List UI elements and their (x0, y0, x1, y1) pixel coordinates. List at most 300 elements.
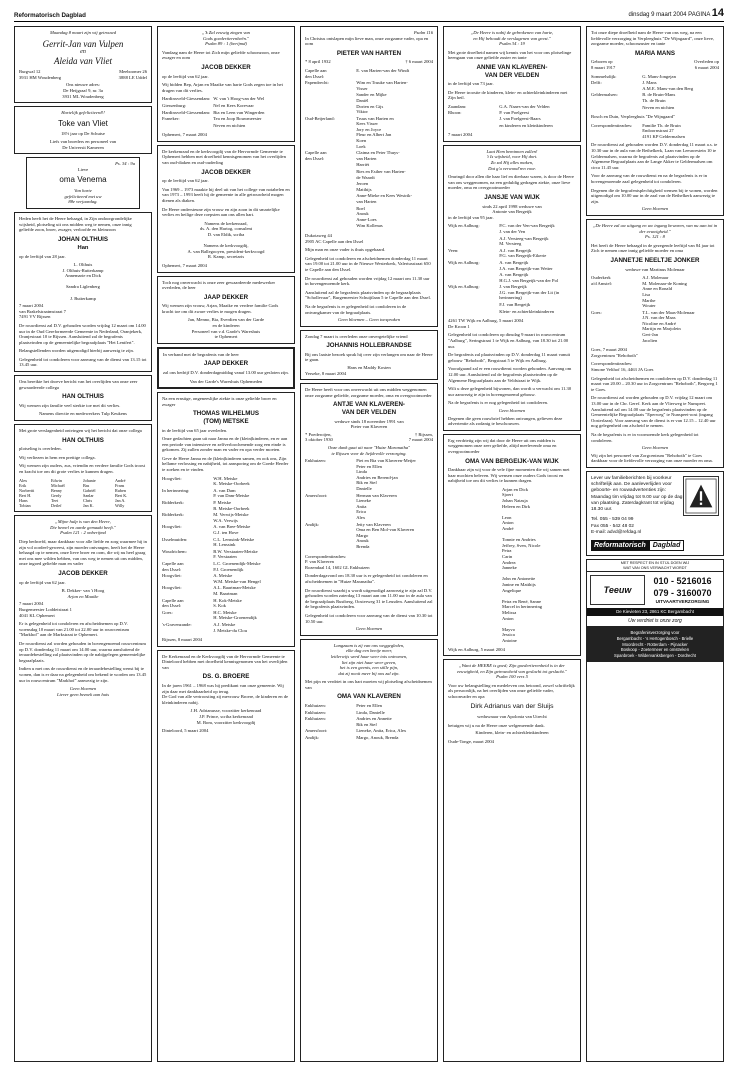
person-name: Gerrit-Jan van Vulpen (42, 38, 124, 49)
family-row (162, 96, 290, 102)
family-row (162, 610, 290, 621)
ad-text: Van harte gefeliciteerd met uw 88e verjaardag. (64, 188, 102, 205)
colleague-name: Benny (51, 487, 62, 493)
family-names: H.C. Metske H. Metske-Groenendijk (213, 609, 257, 621)
contact-info: Tel. 055 - 539 04 99 Fax 055 - 542 48 02 E-mail: advd@refdag.nl (591, 517, 642, 535)
family-row (305, 116, 433, 150)
date-place: Ophemert, 7 maart 2004 (162, 132, 207, 138)
family-place (305, 92, 356, 114)
family-names: Klein- en achterkleinkinderen (499, 308, 555, 314)
family-row (162, 103, 290, 109)
ad-text: Dankbaar zijn wij voor de vele fijne momenten die wij samen met haar mochten beleven. Wij wensen onze ouders Gods troost en nabijheid toe om dit verlies te kunnen dragen. (448, 467, 570, 484)
ad-text: Wij wensen zijn familie veel sterkte toe met dit verlies. (19, 402, 121, 408)
family-row (305, 728, 433, 734)
family-list (591, 275, 719, 343)
colleague-name: Jan A. (115, 498, 126, 504)
ad-header: MET RESPECT EN IN STIJL DOEN WIJ WAT VAN ONS VERWACHT WORDT (587, 560, 723, 572)
family-place (305, 169, 356, 180)
family-row (162, 573, 290, 584)
obituary-jansje-van-wijk (443, 145, 581, 431)
family-names: C.L. Lenssink-Metske H. Lenssink (213, 536, 255, 548)
ad-text: Gelegenheid tot condoleren voor aanvang van de dienst van 13.15 tot 13.45 uur. (19, 356, 147, 368)
ad-text: Tot onze diepe droefheid nam de Heere van ons weg, na een liefdevolle verzorging in Verpleeghuis "De Wijngaard", onze lieve, zorgzame moeder, schoonzuster en tante (591, 30, 715, 47)
family-place: Amersfoort: (305, 492, 328, 498)
person-name: Aleida van Vliet (54, 55, 112, 66)
new-address: Ons nieuwe adres: De Heijgraaf 9, nr. 3a 3931 ML Woudenberg (62, 82, 104, 99)
family-row (305, 703, 433, 709)
family-names: T.L. van der Maas-Molenaar J.N. van der Maas Nicoline en André Martijn en Marjolein Gert-Jan Jacolien (642, 309, 695, 343)
column-4 (443, 26, 581, 1062)
phone-number: 010 - 5216016 (653, 576, 712, 587)
family-place: Wijk en Aalburg: (448, 284, 480, 290)
friend-notice-hollebrandse (300, 330, 438, 381)
family-row (448, 236, 576, 247)
nickname: Han (77, 245, 89, 252)
family-names: Tea en Joop Bouwmeester (213, 116, 262, 122)
family-names: Herman van Klaveren Lieneke Anita Erica Alex (356, 492, 397, 521)
scripture-quote: „Want de HEERE is goed; Zijn goedertierenheid is in der eeuwigheid, en Zijn getrouwheid van geslacht tot geslacht." Psalm 100 vers 5 (457, 663, 567, 680)
family-row (305, 92, 433, 114)
family-place (448, 236, 499, 247)
colleague-name: Frans (115, 482, 125, 488)
age-text: op de leeftijd van 62 jaar. (162, 73, 209, 79)
colleague-name: Hans (19, 498, 28, 504)
poem: Langzaam is zij van ons weggegleden, elke dag een beetje meer, lettlerwijs werd haar weer tots ontvomen, liet zijn niet haar weer geven, het is een geenis, een stille pijn, dat zij nooit meer bij ons zal zijn. (330, 642, 408, 676)
date-place: Dinteloord, 5 maart 2004 (162, 728, 209, 734)
deceased-name: JANSJE VAN WIJK (484, 194, 540, 201)
date-place: Goes, 7 maart 2004 Zorgcentrum "Rehoboth" (591, 347, 638, 358)
ad-text: De begrafenis zal plaatsvinden op D.V. donderdag 11 maart vanuit gebouw "Rehoboth", Bergstraat 5 te Wijk en Aalburg. (448, 352, 571, 363)
colleague-name: Gerdy (51, 492, 62, 498)
ad-text: Na de begrafenis is er nog gelegenheid tot condoleren. (448, 400, 549, 406)
family-names: A.J. Versteeg-van Bergeijk M. Versteeg (499, 235, 549, 247)
family-row (448, 272, 576, 283)
ad-signature: Namens de kerkenraad, ds. A. den Hartog, consulent D. van Eldik, scriba Namens de kerkvoogdij, A. van Ballegooyen, president-kerkvoogd R. Kamp, secretaris (187, 220, 265, 260)
address-right: Meeboomer 26 3888 LE Uddel (118, 69, 147, 80)
obituary-jacob-dekker-inlaws (157, 26, 295, 142)
family-row (448, 248, 576, 259)
page-label: PAGINA (688, 11, 711, 18)
family-row (305, 68, 433, 79)
family-place: Ridderkerk: (162, 500, 184, 506)
family-names: P.C. van der Ven-van Bergeijk J. van der Ven (499, 223, 555, 234)
thanks-text: Wij zijn het personeel van Zorgcentrum "Rehoboth" te Goes dankbaar voor de liefdevolle verzorging van onze moeder en oma. (591, 452, 713, 464)
ad-text: Bij ons laatste bezoek sprak hij over zijn verlangen om naar de Heere te gaan. (305, 351, 433, 363)
grandchildren-notice-bergeijk (443, 434, 581, 656)
family-list (448, 223, 576, 314)
family-names: Wim en Truuke van Harten- Visser (356, 80, 408, 91)
family-row (305, 735, 433, 741)
family-names: Linda, Danielle (356, 709, 385, 715)
ad-text: Gelegenheid tot condoleren op dinsdag 9 maart in rouwcentrum "Aalburg", Seringstraat 1 te Wijk en Aalburg, van 18.30 tot 21.00 uur. (448, 332, 569, 349)
deceased-name: JOHANNIS HOLLEBRANDSE (326, 342, 412, 350)
family-place (591, 105, 642, 111)
family-list (162, 96, 290, 128)
thank-you-ad (443, 659, 581, 1062)
colleague-name: Norbertti (19, 487, 35, 493)
family-place: Capelle aan den IJssel: (162, 560, 184, 572)
family-row (162, 110, 290, 116)
family-place: Wijk en Aalburg: (448, 223, 480, 229)
family-names: P. Metske B. Metske-Oorbeek (213, 500, 250, 511)
family-names: Bia en Leen van Wingerden (213, 109, 265, 115)
family-names: W.H. Metske K. Metske-Oorbeek (213, 475, 250, 487)
family-names: A. van Bergeijk H.G.J. van Bergeijk-van der Pol (499, 272, 559, 283)
address: Dukotaweg 44 2905 AC Capelle aan den IJssel (305, 232, 364, 244)
family-names: B. de Bruin-Mans Th. de Bruin (642, 92, 676, 103)
deceased-name: OMA VAN KLAVEREN (337, 693, 401, 701)
ad-text: In verband met de begrafenis van de heer (163, 351, 239, 357)
family-names: J. Mans A.M.E. Mans-van den Berg (642, 80, 694, 91)
age-text: in de leeftijd van 95 jaar. (448, 214, 494, 220)
ad-signature: Namens directie en medewerkers Tulp Keukens (39, 411, 127, 417)
family-row (448, 104, 576, 110)
family-place (305, 193, 356, 204)
date-place: Wijk en Aalburg, 5 maart 2004 (448, 646, 505, 652)
ad-signature: Hans en Maddy Kosten (347, 365, 391, 371)
family-names: Ries en Esther van Harten- de Waardt (356, 169, 406, 180)
ad-signature: Geen bloemen Liever geen bezoek aan huis (56, 686, 110, 697)
family-names: Sander en Mijke Daniël Dorien en Gijs Viktor (356, 92, 387, 115)
family-list: Arjan en Dick Sjoert Johan Natasja Heleen en Dirk Leon Anton André Tonnie en Andries Jeffrey, Sven, Nicole Petra Carin Andrea Janneke John en Antonette Janine en Matthijs Angelique Petra en René, Sanne Marcel in herinnering Melissa Anton Mayvo Jessica Antoine (502, 486, 543, 643)
correspondence-address: Correspondentieadres: P. van Klaveren Rozendaal 14, 1602 GL Enkhuizen (305, 553, 370, 570)
ad-text: Erg verdrietig zijn wij dat door de Heere uit ons midden is weggenomen onze zeer geliefde, altijd meelevende oma en overgrootmoeder (448, 437, 557, 454)
ad-text: Gelegenheid tot condoleren voor aanvang van de dienst van 10.30 tot 10.50 uur. (305, 612, 433, 624)
deceased-name: JANNETJE NEELTJE JONKER (610, 256, 700, 264)
family-row (591, 310, 719, 344)
ad-text: Heden heeft het de Heere behaagd, in Zijn ondoorgrondelijke wijsheid, plotseling uit ons midden weg te nemen, onze innig geliefde zoon, broer, zwager, verloofde en kleinzoon (19, 215, 132, 233)
date-place: Rijssen, 8 maart 2004 (162, 637, 203, 643)
family-row (162, 524, 290, 535)
ad-text: De rouwdienst zal gehouden worden vrijdag 12 maart om 11.30 uur in bovengenoemde kerk. (305, 275, 430, 287)
family-place: Enkhuizen: (305, 709, 326, 715)
warning-icon (683, 476, 719, 516)
ad-text: Toch nog onverwacht is onze zeer gewaardeerde medewerker overleden, de heer (162, 279, 276, 291)
deceased-name: JACOB DEKKER (201, 63, 251, 71)
age-text: in de leeftijd van 73 jaar. (448, 81, 494, 87)
slogan: Uw verdriet is onze zorg (587, 616, 723, 627)
family-row (162, 561, 290, 572)
colleague-name: Jan K. (83, 503, 94, 509)
family-row (162, 585, 290, 596)
family-place: Wijk en Aalburg: (448, 259, 480, 265)
family-row (305, 181, 433, 192)
family-row (448, 284, 576, 301)
address: Bosch en Duin, Verpleeghuis "De Wijngaard" (591, 114, 676, 120)
family-list (305, 458, 433, 550)
scripture-quote: „Mijne hulp is van den Heere, Die hemel en aarde gemaakt heeft." Psalm 121 : 2 onberijmd (50, 519, 116, 536)
colleague-name: Ruben (115, 487, 126, 493)
family-names: Jetty van Klaveren Oma en Ben Mol-van Klaveren Margo Anouk Brenda (356, 521, 415, 549)
colleague-name: Edwin (51, 477, 62, 483)
obituary-antje-van-klaveren (300, 383, 438, 636)
ad-text: Na een ernstige, ongeneeslijke ziekte is onze geliefde broer en zwager (162, 396, 277, 407)
family-list (162, 476, 290, 633)
family-names: A. Metske W.M. Metske-van Hengel (213, 573, 261, 584)
colleague-name: Michaël (51, 482, 65, 488)
deceased-name: ANNIE VAN KLAVEREN- VAN DER VELDEN (476, 63, 548, 79)
family-names: Margo, Anouk, Brenda (356, 735, 399, 740)
family-names: en kinderen en kleinkinderen (499, 122, 553, 128)
ad-header: Hartelijk gefeliciteerd!! (61, 110, 105, 116)
family-names: Lieneke, Anita, Erica, Alex (356, 728, 407, 734)
colleague-name: Tobian (19, 503, 31, 509)
family-place: IJsselmuiden: (162, 536, 188, 542)
ad-signature: J.H. Adrianusse, voorzitter kerkenraad J.P. Prince, scriba kerkenraad M. Bom, voorzitter kerkvoogdij (190, 708, 262, 725)
ad-text: Degenen die geen rouwbrief hebben ontvangen, gelieven deze advertentie als zodanig te beschouwen. (448, 415, 563, 427)
family-names: A. van Dam P. van Dam-Metske (213, 487, 250, 499)
ad-text: Diep bedroefd, maar dankbaar voor alle liefde en zorg waarmee hij in zijn vol oordeel-geweest, zijn moeder ontvangen, heeft het de Heere behaagd op te nemen, onze lieve broer en oom, die wij nu heel graag met ons mee wilden hebben, van ons weg te nemen uit ons midden, onze ingoed geliefde man en vader (19, 539, 147, 567)
family-row (305, 223, 433, 229)
family-names: G. Mans-Jongejan (642, 73, 676, 79)
family-names: A. van Bree-Metske G.J. ten Hove (213, 524, 251, 535)
page-number: 14 (711, 6, 724, 19)
family-list (305, 68, 433, 229)
ad-text: De rouwdienst zal worden gehouden op D.V. vrijdag 12 maart om 13.00 uur in de Chr. Geref. Kerk aan de Vlierweg te Nunspeet. Aansluitend zal om 14.00 uur de begrafenis plaatsvinden op de Gemeentelijke Begraafplaats "Eperweg" te Nunspeet-oost (ingang Oosterlaan). Voor aanvang van de dienst is er van 12.15 – 12.40 uur nog gelegenheid om afscheid te nemen. (591, 395, 716, 429)
family-row (305, 193, 433, 204)
ad-text: Wij wensen zijn ouders, zus, vriendin en verdere familie Gods troost en kracht toe om dit grote verlies te kunnen dragen. (19, 463, 146, 474)
conjunction: en (80, 48, 86, 55)
family-row (305, 162, 433, 168)
congratulation-ad (14, 106, 152, 154)
family-names: Wim Kollenas (356, 223, 383, 229)
closure-notice-dekker (157, 347, 295, 389)
ad-text: Na de begrafenis is er in voornoemde kerk gelegenheid tot condoleren. (591, 431, 699, 443)
family-names: A. van Bergeijk J.A. van Bergeijk-van Wetter (499, 259, 553, 271)
column-1 (14, 26, 152, 1062)
family-names: Neven en nichten (642, 104, 675, 110)
family-row (591, 74, 719, 80)
age-text: in de leeftijd van 65 jaar overleden. (162, 427, 228, 433)
family-row (591, 105, 719, 111)
birthday-ad (26, 157, 140, 209)
ad-header: Maandag 8 maart zijn wij getrouwd (49, 30, 117, 35)
family-place: Capelle aan den IJssel: (162, 597, 184, 609)
ad-text: Vandaag nam de Heere tot Zich mijn geliefde schoonzoon, onze zwager en oom (162, 49, 280, 61)
ad-text: Met grote droefheid namen wij kennis van het voor ons plotselinge heengaan van onze geliefde zuster en tante (448, 49, 572, 61)
family-names: Nel en Kees Korevaar (213, 102, 254, 108)
deceased-name: Dirk Adrianus van der Sluijs (470, 702, 554, 710)
family-place: Rhoon: (448, 110, 462, 116)
ad-text: De rouwdienst zal gehouden worden D.V. donderdag 11 maart a.s. te 10.30 uur in de aula van de Bethelkerk, Laan van Leeuwestein 10 te Geldermalsen, waarna de begrafenis zal plaatsvinden op de Algemene Begraafplaats aan de Lange Akker te Geldermalsen om circa 11.45 uur. (591, 142, 718, 170)
colleague-name: Bert H. (19, 492, 32, 498)
family-names: B.W. Verstaaten-Metske F. Verstaaten (213, 548, 258, 560)
family-row (162, 537, 290, 548)
ad-text: zal ons bedrijf D.V. donderdagmiddag vanaf 13.00 uur gesloten zijn. (163, 370, 289, 375)
ad-text: Omringd door allen die haar lief en dierbaar waren, is door de Heere van ons weggenomen, na een geduldig gedragen ziekte, onze lieve moeder, oma en overgrootmoeder (448, 174, 574, 191)
ad-signature: Geen bloemen (355, 626, 383, 632)
family-names: Harriët (356, 162, 370, 168)
ad-text: betuigen wij u na de Heere onze welgemeende dank. (448, 722, 545, 728)
obituary-maria-mans (586, 26, 724, 216)
widow-of: weduwe sinds 18 november 1991 van Pieter van Klaveren (334, 418, 404, 430)
date-place: Ophemert, 7 maart 2004 (162, 262, 207, 268)
family-place: Hoogvliet: (162, 475, 182, 481)
ad-signature: Van der Garde's Wareshuis Ophemeden (189, 378, 263, 384)
ad-text: Wij wensen zijn vrouw, Arjan, Maaike en verdere familie Gods kracht toe om dit zware verlies te mogen dragen. (162, 303, 279, 314)
ad-text: Gelegenheid tot condoleren en afscheidnemen donderdag 11 maart van 19.00 tot 21.00 uur in de Nieuwe Westerkerk, Valeriusstraat 650 te Capelle aan den IJssel. (305, 255, 431, 272)
ad-text: Donderdagavond om 18.30 uur is er gelegenheid tot condoleren en afscheidnemen in "Huize Maranatha". (305, 573, 428, 584)
family-list: B. Dekker- van 't Hoog (61, 588, 105, 594)
family-row (305, 458, 433, 492)
ad-text: Voor uw belangstelling en medeleven ons betoond, zowel schriftelijk als persoonlijk, na het overlijden van onze geliefde vader, schoonvader en opa (448, 682, 575, 700)
colleague-name: Bas (83, 482, 90, 488)
family-names: J. van Bergeijk J.G. van Bergeijk-van der Lit (in herinnering) (499, 284, 560, 301)
family-list: Arjan en Maaike (67, 593, 99, 599)
ad-text: plotseling is overleden. (19, 446, 62, 452)
wedding-announcement (14, 26, 152, 103)
family-place: Enkhuizen: (305, 716, 326, 722)
age-text: op de leeftijd van 62 jaar. (162, 178, 209, 184)
family-place: Hoogvliet: (162, 524, 182, 530)
thanks-text: Onze dank gaat uit naar "Huize Maranatha" te Rijssen voor de liefdevolle verzorging. (327, 444, 411, 456)
column-5 (586, 26, 724, 1062)
correspondence-label: Correspondentieadres: (591, 122, 633, 128)
family-place: Hoogvliet: (162, 573, 182, 579)
birth-date: * Poederoijen, 3 oktober 1930 (305, 431, 333, 443)
family-place: Hardinxveld-Giessendam: (162, 96, 211, 102)
family-place: Andijk: (305, 521, 320, 527)
date-place: 7 maart 2004 (448, 132, 473, 138)
deceased-name: JAAP DEKKER (203, 293, 249, 301)
family-place (162, 123, 213, 129)
family-place: 's-Gravenzande: (162, 621, 192, 627)
ad-signature: Liefs van broeders en personeel van De Universit Kameren (49, 139, 117, 150)
church-notice-dekker (157, 145, 295, 273)
ad-text: De rouwdienst zal worden gehouden in bovengenoemd rouwcentrum op D.V. donderdag 11 maart om 14.00 uur, waarna aansluitend de teraardebestelling zal plaatsvinden op de nabijgelegen gemeentelijke begraafplaats. (19, 640, 146, 663)
ad-text: Wilt u deze gelegenheid bijwonen, dan wordt u verwacht om 11.30 uur aanwezig te zijn in bovengenoemd gebouw. (448, 386, 572, 397)
family-names: M. Verwijs-Metske W.A. Verwijs (213, 512, 249, 523)
ad-text: Voor de aanvang van de rouwdienst en na de begrafenis is er in bovengenoemde zaal gelegenheid tot condoleren. (591, 173, 707, 185)
family-names: A.L. Baartman-Metske M. Baartman (213, 585, 256, 596)
ad-text: Degenen die de begrafenisplechtigheid wensen bij te wonen, worden uitgenodigd om 10.00 uur in de zaal van de Bethelkerk aanwezig te zijn. (591, 187, 718, 204)
family-names: E. van Harten-van der Windt (356, 67, 410, 73)
ad-text: Met grote verslagenheid ontvingen wij het bericht dat onze collega (19, 428, 142, 434)
family-names: A.J. Metske J. Metske-du Clou (213, 621, 248, 633)
family-list: L. Olthuis J. Olthuis-Rutterkamp Annemarie en Dick Sandra Liglenberg J. Butterkamp (62, 261, 104, 301)
family-list (591, 74, 719, 111)
correspondence-address: Familie Th. de Bruin Endoornstraat 27 4191 KP Geldermalsen (642, 122, 685, 139)
family-row (591, 80, 719, 91)
obituary-johan-olthuis (14, 212, 152, 372)
ad-signature: Geen bloemen (641, 206, 669, 212)
family-row (305, 710, 433, 716)
family-row (305, 522, 433, 550)
ad-text: De Heere troostte de kinderen, klein- en achterkleinkinderen met Zijn heil. (448, 89, 568, 101)
ad-text: Wij verliezen in hem een prettige collega. (19, 454, 96, 460)
family-names: G.A. Naaes-van der Velden (499, 103, 550, 109)
ad-text: Lever uw familieberichten bij voorkeur schriftelijk aan. De aanleverlijden voor geboorte- en rouwadvertenties zijn: Maandag tim vrijdag tot 9.00 uur op de dag van plaatsing. Zaterdagkrant tot vrijdag 18.30 uur. (591, 475, 683, 513)
date-place: Yerseke, 8 maart 2004 (305, 370, 347, 376)
ad-text: De kerkenraad en de kerkvoogdij van de Hervormde Gemeente te Ophemert hebben met droefheid kennisgenomen van het overlijden van oud-diaken en oud-ouderling (162, 148, 286, 166)
family-place: Enkhuizen: (305, 458, 326, 464)
ad-text: Er is gelegenheid tot condoleren en afscheidnemen op D.V. woensdag 10 maart van 21.00 tot 22.00 uur in rouwcentrum "Markhof" aan de Markstraat te Ophemert. (19, 621, 130, 638)
ad-text: Met pijn en verdriet in ons hart moeten wij plotseling afscheidnemen van (305, 679, 432, 690)
funeral-service-ad (586, 559, 724, 1062)
family-names: A.J. Molenaar M. Molenaar-de Koning Anne en Ronald Lisa Marthe Wouter (642, 275, 687, 309)
family-row (305, 169, 433, 180)
scripture-quote: „De Heere is nabij de gebrokenen van harte, en Hij behoudt de verslagenen van geest." Psalm 34 : 19 (470, 30, 554, 47)
colleague-name: Bert K. (115, 492, 128, 498)
ad-signature: Jan, Menno, Bia, Everdien van der Garde en de kinderen Personeel van v.d. Garde's Wareshuis te Ophemert (187, 317, 265, 340)
family-row (448, 309, 576, 315)
deceased-name: OMA VAN BERGEIJK-VAN WIJK (465, 457, 559, 465)
ad-text: Mijn man en onze vader is thuis opgebaard. (305, 247, 386, 253)
family-row (305, 716, 433, 727)
family-place (305, 206, 356, 223)
family-row (305, 80, 433, 91)
family-names: H. Kok-Metske S. Kok (213, 597, 242, 609)
ad-text: Van 1969 – 1973 maakte hij deel uit van het college van notabelen en van 1973 – 1993 heeft hij de gemeente in alle getrouwheid mogen dienen als diaken. (162, 186, 290, 203)
ad-text: Ons bereikte het droeve bericht van het overlijden van onze zeer gewaardeerde collega (19, 379, 138, 390)
ad-text: Na de begrafenis is er gelegenheid tot condoleren in de ontvangkamer van de begraafplaats. (305, 303, 407, 315)
ad-text: 18½ jaar op De Schutse (61, 131, 105, 137)
ad-text: De Heere heeft voor ons onverwacht uit ons midden weggenomen onze zorgzame geliefde, zorgzame moeder, oma en overgrootmoeder (305, 387, 432, 398)
phone-number: 079 - 3160070 (653, 587, 712, 598)
family-place: Hardinxveld-Giessendam: (162, 109, 211, 115)
ad-text: Geve de Heere Janna en de (klein)kinderen samen, en ook ons, Zijn hellame verlossing en nabijheid, tot aansporing om de Goede Herder te zoeken en te vinden. (162, 455, 289, 473)
family-place: Andijk: (305, 735, 320, 740)
death-date: Overleden op 6 maart 2004 (694, 59, 719, 70)
grandchildren-notice (300, 639, 438, 1062)
family-place: Veen: (448, 247, 459, 253)
family-place: Papendrecht: (305, 80, 329, 86)
ad-signature: Geen bloemen (641, 445, 669, 451)
family-row (448, 123, 576, 129)
submission-info-ad (586, 471, 724, 556)
deceased-name: HAN OLTHUIS (62, 393, 104, 401)
family-list (305, 703, 433, 741)
death-date: † 6 maart 2004 (405, 59, 433, 65)
widow-of: sinds 22 april 1998 weduwe van Antonie van Bergeijk (482, 203, 542, 215)
date-address: 7 maart 2004 van Brakelstraatmstraat 7 7491 VV Rijssen (19, 303, 66, 320)
family-names: Andries en Annette Rik en Stef (356, 716, 392, 727)
ad-signature: Geen bloemen (498, 407, 526, 413)
church-notice-broere (157, 650, 295, 1062)
family-place (305, 223, 356, 229)
birth-date: Geboren op 8 maart 1917 (591, 59, 616, 70)
ad-text: De Kerkenraad en de Kerkvoogdij van de Hervormde Gemeente te Dinteloord hebben met droefheid kennisgenomen van het overlijden van (162, 653, 288, 670)
deceased-name: DS. G. BROERE (202, 673, 250, 681)
family-place: Franeker: (162, 116, 180, 122)
colleague-name: Sanlar (83, 492, 94, 498)
family-place (448, 272, 499, 283)
scripture-ref: Psalm 116 (413, 30, 433, 35)
deceased-name: JOHAN OLTHUIS (57, 235, 109, 243)
family-names: Piet en Bia van Klaveren-Metjer Peter en Ellen Linda Andries en Berend-jan Rik en Stef Danielle (356, 458, 416, 492)
column-2 (157, 26, 295, 1062)
family-place: Amersfoort: (305, 728, 328, 734)
family-row (162, 116, 290, 122)
colleague-notice-2 (14, 424, 152, 512)
scripture-quote: „De Heere zal uw uitgang en uw ingang bewaren, van nu aan tot in der eeuwigheid." Ps. 121 : 8 (592, 223, 718, 240)
family-place: Zaandam: (448, 103, 467, 109)
deceased-name: MARIA MANS (635, 49, 675, 57)
date-address: 7 maart 2004 Burgemeester Loddeistraat 1 4041 KL Ophemert (19, 601, 72, 618)
widow-of: weduwnaar van Apolonia van Utrecht (477, 713, 547, 719)
deceased-name: JAAP DEKKER (203, 360, 249, 368)
colleague-name: Detlef (51, 503, 62, 509)
obituary-tom-metske (157, 392, 295, 647)
colleague-name: Willy (115, 503, 125, 509)
family-row (305, 206, 433, 223)
death-date: † Rijssen, 7 maart 2004 (408, 431, 433, 443)
family-place: Delft: (591, 80, 602, 86)
family-row (162, 123, 290, 129)
family-place: Goes: (162, 609, 173, 615)
scripture-ref: Ps. 34 : 9a (115, 161, 135, 167)
family-place (305, 162, 356, 168)
